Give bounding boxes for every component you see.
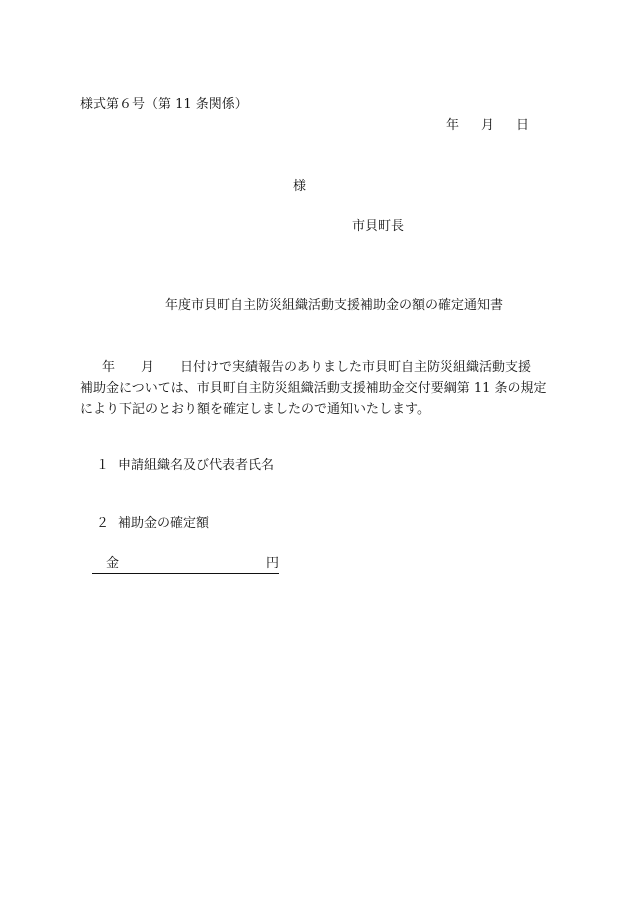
item-applicant-org	[96, 459, 274, 472]
item-number: ２	[96, 516, 110, 531]
date-day: 日	[516, 118, 530, 133]
date-line	[446, 119, 529, 132]
body-line-1-text: 日付けで実績報告のありました市貝町自主防災組織活動支援	[180, 360, 532, 375]
body-line-2: 補助金については、市貝町自主防災組織活動支援補助金交付要綱第 11 条の規定	[80, 381, 547, 396]
body-line-1	[80, 357, 560, 378]
date-year: 年	[446, 118, 460, 133]
date-month: 月	[481, 118, 495, 133]
body-month: 月	[141, 360, 155, 375]
item-label: 補助金の確定額	[118, 516, 210, 531]
amount-field	[92, 557, 279, 574]
item-number: １	[96, 458, 110, 473]
form-number: 様式第６号（第 11 条関係）	[80, 97, 248, 112]
issuer-name: 市貝町長	[352, 219, 405, 234]
body-paragraph	[80, 357, 560, 420]
item-label: 申請組織名及び代表者氏名	[118, 458, 275, 473]
body-year: 年	[102, 360, 116, 375]
body-line-3: により下記のとおり額を確定しましたので通知いたします。	[80, 402, 430, 417]
item-confirmed-amount	[96, 517, 209, 530]
addressee-suffix: 様	[293, 179, 307, 194]
document-title: 年度市貝町自主防災組織活動支援補助金の額の確定通知書	[165, 298, 504, 313]
amount-unit: 円	[265, 556, 279, 571]
amount-prefix: 金	[106, 556, 120, 571]
